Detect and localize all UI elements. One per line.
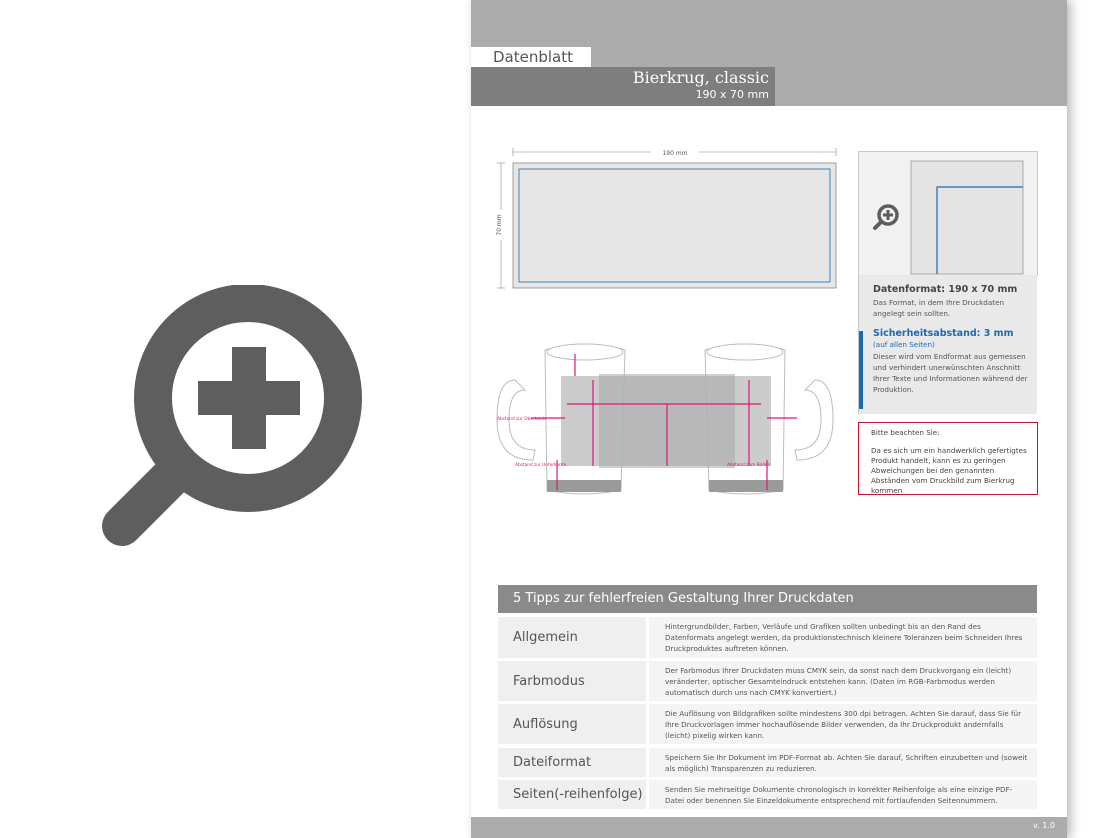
safety-subheading: (auf allen Seiten) (873, 340, 935, 349)
notice-text: Da es sich um ein handwerklich gefertigtes Produkt handelt, kann es zu geringen Abweichungen bei den genannten Abständen vom Druckbild zum Bierkrug kommen (871, 446, 1027, 495)
notice-card (858, 422, 1038, 495)
datasheet-tab: Datenblatt (471, 47, 591, 67)
tip-label: Auflösung (498, 704, 646, 744)
title-band (471, 67, 775, 106)
datasheet-page (471, 0, 1067, 838)
safety-zoom-card (858, 151, 1038, 276)
tip-row (498, 780, 1037, 809)
format-info-card (858, 275, 1037, 414)
notice-heading: Bitte beachten Sie: (871, 428, 940, 437)
format-width-label: 190 mm (662, 150, 688, 157)
tip-row (498, 617, 1037, 658)
tip-label: Allgemein (498, 617, 646, 658)
zoom-in-icon[interactable] (100, 285, 370, 555)
tip-label: Seiten(-reihenfolge) (498, 780, 646, 809)
product-size: 190 x 70 mm (695, 88, 769, 101)
zoom-in-icon[interactable] (871, 202, 901, 232)
format-outer-rect (513, 163, 836, 288)
accent-bar (859, 331, 863, 409)
format-diagram (491, 148, 851, 298)
label-abstand-boden: Abstand zum Boden (727, 463, 771, 468)
tip-row (498, 704, 1037, 744)
safety-text: Dieser wird vom Endformat aus gemessen und verhindert unerwünschten Anschnitt Ihrer Texte und Informationen während der Produktion. (873, 352, 1028, 394)
tip-row (498, 661, 1037, 701)
mugs-diagram (495, 340, 835, 500)
label-abstand-unterkante: Abstand zur Unterkante (515, 463, 567, 468)
product-title: Bierkrug, classic (632, 68, 769, 87)
format-text: Das Format, in dem Ihre Druckdaten angelegt sein sollten. (873, 298, 1005, 318)
tip-text: Die Auflösung von Bildgrafiken sollte mindestens 300 dpi betragen. Achten Sie darauf, dass Sie für Ihre Druckvorlagen immer hochauflösende Bilder verwenden, da Ihr Druckprodukt andernfalls (leicht) pixelig wirken kann. (649, 704, 1037, 744)
format-heading: Datenformat: 190 x 70 mm (873, 284, 1018, 295)
format-height-label: 70 mm (496, 214, 503, 236)
tip-row (498, 748, 1037, 777)
tip-label: Dateiformat (498, 748, 646, 777)
version-label: v. 1.0 (1033, 821, 1055, 830)
tip-text: Speichern Sie Ihr Dokument im PDF-Format ab. Achten Sie darauf, Schriften einzubetten und (soweit als möglich) Transparenzen zu reduzieren. (649, 748, 1037, 777)
footer-band (471, 817, 1067, 838)
tip-text: Hintergrundbilder, Farben, Verläufe und Grafiken sollten unbedingt bis an den Rand des Datenformats angelegt werden, da produktionstechnisch kleinere Toleranzen beim Schneiden Ihres Druckproduktes auftreten können. (649, 617, 1037, 658)
tip-label: Farbmodus (498, 661, 646, 701)
tips-header: 5 Tipps zur fehlerfreien Gestaltung Ihrer Druckdaten (498, 585, 1037, 613)
tip-text: Senden Sie mehrseitige Dokumente chronologisch in korrekter Reihenfolge als eine einzige PDF-Datei oder benennen Sie Einzeldokumente entsprechend mit fortlaufenden Seitennummern. (649, 780, 1037, 809)
safety-heading: Sicherheitsabstand: 3 mm (873, 328, 1014, 339)
label-abstand-oberkante: Abstand zur Oberkante (497, 417, 547, 422)
tip-text: Der Farbmodus Ihrer Druckdaten muss CMYK sein, da sonst nach dem Druckvorgang ein (leicht) veränderter, optischer Gesamteindruck entstehen kann. (Daten im RGB-Farbmodus werden automatisch durch uns nach CMYK konvertiert.) (649, 661, 1037, 701)
